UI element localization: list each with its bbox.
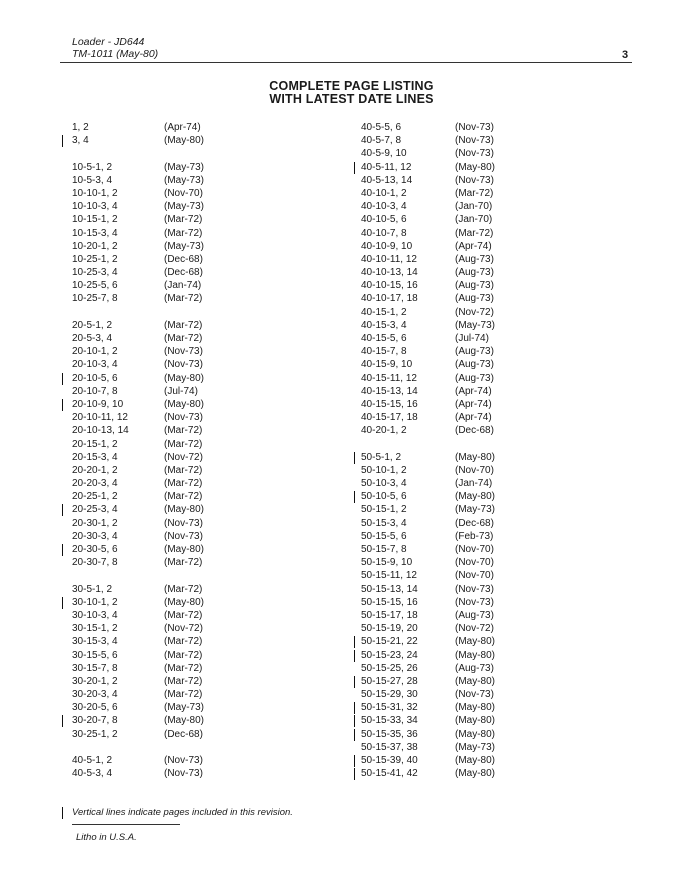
page-range: 10-25-5, 6 xyxy=(72,280,118,292)
date-line: (Nov-73) xyxy=(455,583,494,595)
page-range: 30-10-3, 4 xyxy=(72,609,118,621)
date-line: (Mar-72) xyxy=(164,583,203,595)
page-range: 10-15-3, 4 xyxy=(72,227,118,239)
date-line: (May-73) xyxy=(455,504,496,516)
page-range: 40-5-7, 8 xyxy=(361,135,402,147)
date-line: (Dec-68) xyxy=(164,253,203,265)
page-range: 40-10-15, 16 xyxy=(361,280,418,292)
page-range: 50-15-29, 30 xyxy=(361,689,418,701)
date-line: (Nov-73) xyxy=(164,359,203,371)
revision-bar-icon xyxy=(354,636,355,648)
date-line: (Nov-73) xyxy=(455,135,494,147)
page-range: 20-30-5, 6 xyxy=(72,544,118,555)
page-range: 40-15-13, 14 xyxy=(361,385,418,397)
date-line: (Nov-73) xyxy=(455,689,494,701)
date-line: (May-80) xyxy=(164,596,205,608)
header-model: Loader - JD644 xyxy=(72,36,145,48)
date-line: (Mar-72) xyxy=(164,557,203,569)
revision-bar-icon xyxy=(62,807,63,819)
page-range: 20-10-11, 12 xyxy=(72,412,128,424)
page-range: 20-25-1, 2 xyxy=(72,491,118,503)
page-range: 40-15-1, 2 xyxy=(361,306,407,318)
page-range: 50-15-9, 10 xyxy=(361,557,413,569)
date-line: (Nov-73) xyxy=(164,530,203,542)
page-range: 50-15-21, 22 xyxy=(361,636,418,648)
revision-bar-icon xyxy=(62,544,63,556)
page-range: 30-15-7, 8 xyxy=(72,662,118,674)
page-range: 50-15-37, 38 xyxy=(361,741,418,753)
revision-bar-icon xyxy=(62,715,63,727)
date-line: (Apr-74) xyxy=(455,412,492,424)
page-range: 50-15-27, 28 xyxy=(361,675,418,687)
date-line: (Dec-68) xyxy=(164,728,203,740)
date-line: (Nov-70) xyxy=(455,464,494,476)
page-range: 40-5-13, 14 xyxy=(361,174,413,186)
page-range: 50-15-19, 20 xyxy=(361,623,418,635)
date-line: (Jan-74) xyxy=(455,478,493,490)
revision-bar-icon xyxy=(354,755,355,767)
date-line: (Apr-74) xyxy=(455,398,492,410)
date-line: (Mar-72) xyxy=(455,187,494,199)
date-line: (Dec-68) xyxy=(164,267,203,279)
date-line: (Aug-73) xyxy=(455,609,494,621)
page-range: 50-15-39, 40 xyxy=(361,755,418,766)
page-range: 50-15-35, 36 xyxy=(361,728,418,740)
date-line: (Mar-72) xyxy=(164,438,203,450)
date-line: (Aug-73) xyxy=(455,662,494,674)
page-range: 50-15-41, 42 xyxy=(361,768,418,780)
page-range: 50-10-1, 2 xyxy=(361,464,407,476)
page-range: 40-5-11, 12 xyxy=(361,161,412,173)
date-line: (Mar-72) xyxy=(164,425,203,437)
date-line: (Jan-70) xyxy=(455,214,493,226)
header-rule xyxy=(60,62,632,63)
date-line: (Nov-73) xyxy=(164,346,203,358)
date-line: (May-80) xyxy=(455,715,496,727)
page-range: 40-15-5, 6 xyxy=(361,333,407,344)
page-range: 40-5-5, 6 xyxy=(361,122,402,133)
page-range: 20-30-7, 8 xyxy=(72,557,118,569)
page-range: 40-15-15, 16 xyxy=(361,398,418,410)
page-range: 40-15-17, 18 xyxy=(361,412,418,424)
date-line: (May-80) xyxy=(455,675,496,687)
page-range: 20-30-1, 2 xyxy=(72,517,118,529)
page-range: 40-15-3, 4 xyxy=(361,319,407,331)
date-line: (May-73) xyxy=(164,161,205,173)
date-line: (May-80) xyxy=(455,768,496,780)
page-range: 50-15-17, 18 xyxy=(361,609,418,621)
revision-bar-icon xyxy=(354,491,355,503)
date-line: (Nov-70) xyxy=(455,544,494,555)
page-range: 20-10-13, 14 xyxy=(72,425,129,437)
date-line: (Mar-72) xyxy=(164,293,203,305)
date-line: (May-80) xyxy=(164,504,205,516)
page-range: 30-20-5, 6 xyxy=(72,702,118,714)
page-range: 40-10-3, 4 xyxy=(361,201,407,213)
page-range: 50-10-3, 4 xyxy=(361,478,407,490)
page-range: 50-15-33, 34 xyxy=(361,715,418,727)
page-range: 20-5-3, 4 xyxy=(72,333,113,344)
date-line: (Apr-74) xyxy=(164,122,201,133)
date-line: (Mar-72) xyxy=(164,464,203,476)
date-line: (May-80) xyxy=(164,398,205,410)
date-line: (May-73) xyxy=(164,240,205,252)
date-line: (Mar-72) xyxy=(164,662,203,674)
date-line: (Nov-73) xyxy=(455,596,494,608)
date-line: (Mar-72) xyxy=(164,319,203,331)
date-line: (Jan-70) xyxy=(455,201,493,213)
date-line: (Mar-72) xyxy=(164,689,203,701)
page-range: 10-20-1, 2 xyxy=(72,240,118,252)
page-range: 40-5-9, 10 xyxy=(361,148,407,160)
page-range: 50-15-1, 2 xyxy=(361,504,407,516)
date-line: (Nov-73) xyxy=(164,412,203,424)
date-line: (Mar-72) xyxy=(164,609,203,621)
page-range: 1, 2 xyxy=(72,122,89,133)
page-range: 30-5-1, 2 xyxy=(72,583,113,595)
date-line: (Mar-72) xyxy=(164,227,203,239)
date-line: (May-80) xyxy=(455,702,496,714)
page-range: 20-20-1, 2 xyxy=(72,464,118,476)
page-range: 20-20-3, 4 xyxy=(72,478,118,490)
page-range: 20-15-3, 4 xyxy=(72,451,118,463)
date-line: (May-80) xyxy=(455,728,496,740)
page-number: 3 xyxy=(622,49,629,61)
page-range: 50-15-15, 16 xyxy=(361,596,418,608)
revision-bar-icon xyxy=(354,715,355,727)
date-line: (May-73) xyxy=(455,319,496,331)
date-line: (Dec-68) xyxy=(455,517,494,529)
page-range: 30-15-3, 4 xyxy=(72,636,118,648)
page-range: 40-5-1, 2 xyxy=(72,755,113,766)
page-range: 40-10-1, 2 xyxy=(361,187,407,199)
date-line: (Mar-72) xyxy=(164,491,203,503)
page-range: 20-25-3, 4 xyxy=(72,504,118,516)
revision-bar-icon xyxy=(354,729,355,741)
page-range: 40-10-11, 12 xyxy=(361,253,417,265)
page-range: 50-15-31, 32 xyxy=(361,702,418,714)
date-line: (May-80) xyxy=(164,544,205,555)
date-line: (Nov-70) xyxy=(164,187,203,199)
date-line: (May-73) xyxy=(164,174,205,186)
date-line: (May-73) xyxy=(164,201,205,213)
title-line-2: WITH LATEST DATE LINES xyxy=(269,92,434,106)
date-line: (Nov-72) xyxy=(164,451,203,463)
revision-bar-icon xyxy=(62,504,63,516)
document-header xyxy=(72,36,158,60)
date-line: (Mar-72) xyxy=(164,675,203,687)
date-line: (Jul-74) xyxy=(455,333,489,344)
page-range: 10-10-3, 4 xyxy=(72,201,118,213)
date-line: (May-80) xyxy=(455,161,496,173)
date-line: (Mar-72) xyxy=(164,214,203,226)
page-range: 50-5-1, 2 xyxy=(361,451,402,463)
date-line: (Jan-74) xyxy=(164,280,202,292)
date-line: (May-73) xyxy=(455,741,496,753)
page-range: 40-15-7, 8 xyxy=(361,346,407,358)
date-line: (Feb-73) xyxy=(455,530,494,542)
date-line: (Aug-73) xyxy=(455,280,494,292)
page-range: 40-10-7, 8 xyxy=(361,227,407,239)
revision-footnote xyxy=(72,807,293,818)
date-line: (Nov-72) xyxy=(455,306,494,318)
litho-note: Litho in U.S.A. xyxy=(76,832,137,843)
date-line: (May-80) xyxy=(164,715,205,727)
revision-bar-icon xyxy=(354,650,355,662)
date-line: (Aug-73) xyxy=(455,293,494,305)
date-line: (Aug-73) xyxy=(455,372,494,384)
date-line: (May-80) xyxy=(455,636,496,648)
revision-bar-icon xyxy=(354,702,355,714)
date-line: (Aug-73) xyxy=(455,253,494,265)
revision-bar-icon xyxy=(354,452,355,464)
date-line: (May-80) xyxy=(455,649,496,661)
date-line: (Nov-73) xyxy=(455,174,494,186)
page-range: 50-15-3, 4 xyxy=(361,517,407,529)
page-range: 20-5-1, 2 xyxy=(72,319,113,331)
page-range: 30-20-7, 8 xyxy=(72,715,118,727)
page-range: 20-10-1, 2 xyxy=(72,346,118,358)
date-line: (Mar-72) xyxy=(164,649,203,661)
page-range: 30-15-1, 2 xyxy=(72,623,118,635)
date-line: (May-80) xyxy=(164,135,205,147)
date-line: (May-80) xyxy=(164,372,205,384)
page-range: 50-15-13, 14 xyxy=(361,583,418,595)
date-line: (Mar-72) xyxy=(164,478,203,490)
date-line: (Nov-73) xyxy=(164,768,203,780)
page-range: 30-20-1, 2 xyxy=(72,675,118,687)
date-line: (Nov-73) xyxy=(164,755,203,766)
date-line: (Mar-72) xyxy=(164,636,203,648)
date-line: (Nov-73) xyxy=(455,122,494,133)
date-line: (Aug-73) xyxy=(455,346,494,358)
page-range: 40-15-11, 12 xyxy=(361,372,417,384)
page-range: 10-25-1, 2 xyxy=(72,253,118,265)
page-range: 30-10-1, 2 xyxy=(72,596,118,608)
date-line: (Apr-74) xyxy=(455,240,492,252)
page-title xyxy=(0,80,683,106)
revision-bar-icon xyxy=(62,373,63,385)
date-line: (Nov-73) xyxy=(164,517,203,529)
date-line: (Jul-74) xyxy=(164,385,198,397)
footnote-text: Vertical lines indicate pages included in this revision. xyxy=(72,807,293,818)
date-line: (Dec-68) xyxy=(455,425,494,437)
revision-bar-icon xyxy=(354,768,355,780)
date-line: (May-80) xyxy=(455,755,496,766)
page-range: 20-15-1, 2 xyxy=(72,438,118,450)
date-line: (Mar-72) xyxy=(455,227,494,239)
page-range: 30-20-3, 4 xyxy=(72,689,118,701)
title-line-1: COMPLETE PAGE LISTING xyxy=(269,79,434,93)
date-line: (Nov-72) xyxy=(164,623,203,635)
page-range: 50-10-5, 6 xyxy=(361,491,407,503)
date-line: (May-80) xyxy=(455,451,496,463)
page-range: 50-15-11, 12 xyxy=(361,570,417,582)
page-range: 40-10-17, 18 xyxy=(361,293,418,305)
revision-bar-icon xyxy=(62,399,63,411)
date-line: (Apr-74) xyxy=(455,385,492,397)
date-line: (May-80) xyxy=(455,491,496,503)
page-range: 20-10-5, 6 xyxy=(72,372,118,384)
page-range: 40-5-3, 4 xyxy=(72,768,113,780)
page-range: 10-10-1, 2 xyxy=(72,187,118,199)
footer-rule xyxy=(72,824,180,825)
date-line: (Aug-73) xyxy=(455,359,494,371)
page-range: 10-25-3, 4 xyxy=(72,267,118,279)
page-range: 10-5-3, 4 xyxy=(72,174,113,186)
date-line: (Nov-73) xyxy=(455,148,494,160)
page-range: 20-10-9, 10 xyxy=(72,398,124,410)
date-line: (May-73) xyxy=(164,702,205,714)
page-range: 3, 4 xyxy=(72,135,89,147)
revision-bar-icon xyxy=(354,676,355,688)
page-range: 40-10-9, 10 xyxy=(361,240,413,252)
page-range: 50-15-25, 26 xyxy=(361,662,418,674)
page-range: 50-15-5, 6 xyxy=(361,530,407,542)
date-line: (Mar-72) xyxy=(164,333,203,344)
page-range: 40-20-1, 2 xyxy=(361,425,407,437)
page-range: 40-15-9, 10 xyxy=(361,359,413,371)
page-range: 20-10-3, 4 xyxy=(72,359,118,371)
page-range: 10-5-1, 2 xyxy=(72,161,113,173)
page-range: 30-15-5, 6 xyxy=(72,649,118,661)
revision-bar-icon xyxy=(62,135,63,147)
page-range: 40-10-5, 6 xyxy=(361,214,407,226)
page-range: 10-25-7, 8 xyxy=(72,293,118,305)
page-range: 20-10-7, 8 xyxy=(72,385,118,397)
header-manual-id: TM-1011 (May-80) xyxy=(72,48,159,60)
date-line: (Nov-70) xyxy=(455,570,494,582)
page-range: 50-15-7, 8 xyxy=(361,544,407,555)
date-line: (Aug-73) xyxy=(455,267,494,279)
page-range: 50-15-23, 24 xyxy=(361,649,418,661)
page-range: 30-25-1, 2 xyxy=(72,728,118,740)
page-range: 10-15-1, 2 xyxy=(72,214,118,226)
page-range: 20-30-3, 4 xyxy=(72,530,118,542)
revision-bar-icon xyxy=(62,597,63,609)
revision-bar-icon xyxy=(354,162,355,174)
date-line: (Nov-72) xyxy=(455,623,494,635)
page-range: 40-10-13, 14 xyxy=(361,267,418,279)
date-line: (Nov-70) xyxy=(455,557,494,569)
